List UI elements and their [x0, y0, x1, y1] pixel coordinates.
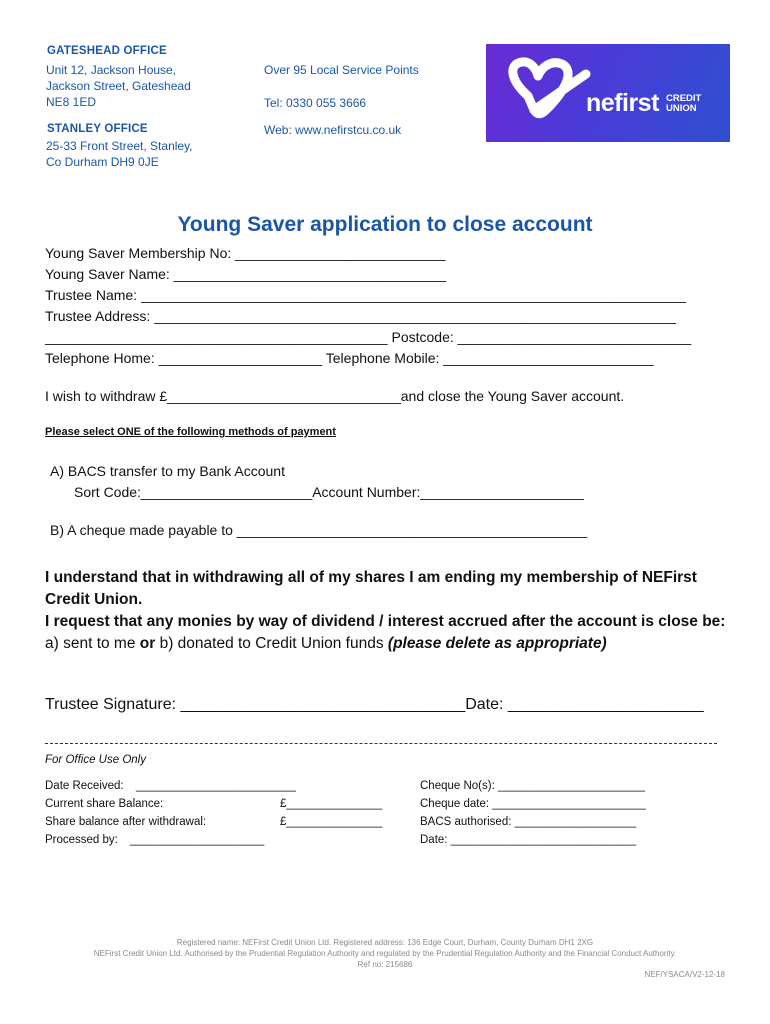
- option-sent-to-me: a) sent to me: [45, 635, 140, 652]
- withdraw-amount-field[interactable]: I wish to withdraw £______________________________and close the Young Saver account.: [45, 388, 625, 404]
- option-a-bacs[interactable]: A) BACS transfer to my Bank Account: [50, 463, 285, 479]
- date-received-field[interactable]: _________________________: [136, 780, 296, 792]
- logo-brand-text: nefirst: [586, 89, 659, 117]
- footer: [40, 937, 730, 970]
- or-text: or: [139, 635, 156, 652]
- nefirst-logo: [486, 44, 730, 142]
- address-postcode-field[interactable]: ____________________________________________ Postcode: ______________________________: [45, 329, 692, 345]
- balance-after-field[interactable]: £_______________: [280, 816, 383, 828]
- office-date-field[interactable]: Date: _____________________________: [420, 834, 637, 846]
- cheque-date-field[interactable]: Cheque date: ________________________: [420, 798, 646, 810]
- gateshead-address-line: NE8 1ED: [46, 95, 97, 109]
- logo-credit-union-text: [666, 94, 701, 114]
- dividend-statement: [45, 611, 735, 655]
- document-reference: NEF/YSACA/V2-12-18: [644, 970, 725, 979]
- service-points: Over 95 Local Service Points: [264, 63, 419, 77]
- telephone-fields[interactable]: Telephone Home: _____________________ Telephone Mobile: ___________________________: [45, 350, 654, 366]
- trustee-address-field[interactable]: Trustee Address: ___________________________________________________________________: [45, 308, 676, 324]
- gateshead-office-title: GATESHEAD OFFICE: [47, 45, 167, 57]
- membership-no-field[interactable]: Young Saver Membership No: ___________________________: [45, 245, 446, 261]
- trustee-name-field[interactable]: Trustee Name: ______________________________________________________________________: [45, 287, 686, 303]
- processed-by-label: Processed by:: [45, 834, 118, 846]
- stanley-address: [46, 138, 193, 170]
- stanley-office-title: STANLEY OFFICE: [47, 123, 148, 135]
- stanley-address-line: 25-33 Front Street, Stanley,: [46, 139, 193, 153]
- bank-details-field[interactable]: Sort Code:______________________Account Number:_____________________: [74, 484, 584, 500]
- website[interactable]: Web: www.nefirstcu.co.uk: [264, 123, 402, 137]
- date-received-label: Date Received:: [45, 780, 124, 792]
- form-title: Young Saver application to close account: [177, 213, 593, 236]
- gateshead-address-line: Jackson Street, Gateshead: [46, 79, 191, 93]
- current-balance-label: Current share Balance:: [45, 798, 164, 810]
- footer-authorisation: NEFirst Credit Union Ltd. Authorised by the Prudential Regulation Authority and regulated by the Prudential Regulation Authority and the Financial Conduct Authority.: [93, 949, 677, 958]
- office-right-column: [420, 777, 646, 849]
- logo-union-text: UNION: [666, 103, 697, 114]
- gateshead-address-line: Unit 12, Jackson House,: [46, 63, 177, 77]
- footer-ref-no: Ref no: 215686: [357, 960, 413, 969]
- dividend-statement-bold: I request that any monies by way of dividend / interest accrued after the account is close be:: [45, 613, 726, 630]
- footer-registered-name: Registered name: NEFirst Credit Union Ltd. Registered address: 136 Edge Court, Durham, County Durham DH1 2XG: [176, 938, 594, 947]
- processed-by-field[interactable]: _____________________: [130, 834, 265, 846]
- option-donate: b) donated to Credit Union funds: [155, 635, 388, 652]
- office-use-title: For Office Use Only: [45, 754, 146, 766]
- logo-credit-text: CREDIT: [666, 93, 702, 104]
- cheque-no-field[interactable]: Cheque No(s): _______________________: [420, 780, 646, 792]
- delete-note: (please delete as appropriate): [387, 635, 607, 652]
- current-balance-field[interactable]: £_______________: [280, 798, 383, 810]
- stanley-address-line: Co Durham DH9 0JE: [46, 155, 159, 169]
- gateshead-address: [46, 62, 191, 110]
- option-b-cheque[interactable]: B) A cheque made payable to _____________________________________________: [50, 522, 588, 538]
- payment-method-heading: Please select ONE of the following methods of payment: [45, 426, 336, 438]
- balance-after-label: Share balance after withdrawal:: [45, 816, 207, 828]
- trustee-signature-field[interactable]: Trustee Signature: ________________________________Date: ______________________: [45, 696, 704, 713]
- telephone: Tel: 0330 055 3666: [264, 96, 367, 110]
- young-saver-name-field[interactable]: Young Saver Name: ___________________________________: [45, 266, 447, 282]
- office-divider: [45, 743, 717, 744]
- member-fields: [45, 243, 691, 369]
- membership-statement: I understand that in withdrawing all of my shares I am ending my membership of NEFirst Credit Union.: [45, 569, 697, 608]
- bacs-authorised-field[interactable]: BACS authorised: ___________________: [420, 816, 637, 828]
